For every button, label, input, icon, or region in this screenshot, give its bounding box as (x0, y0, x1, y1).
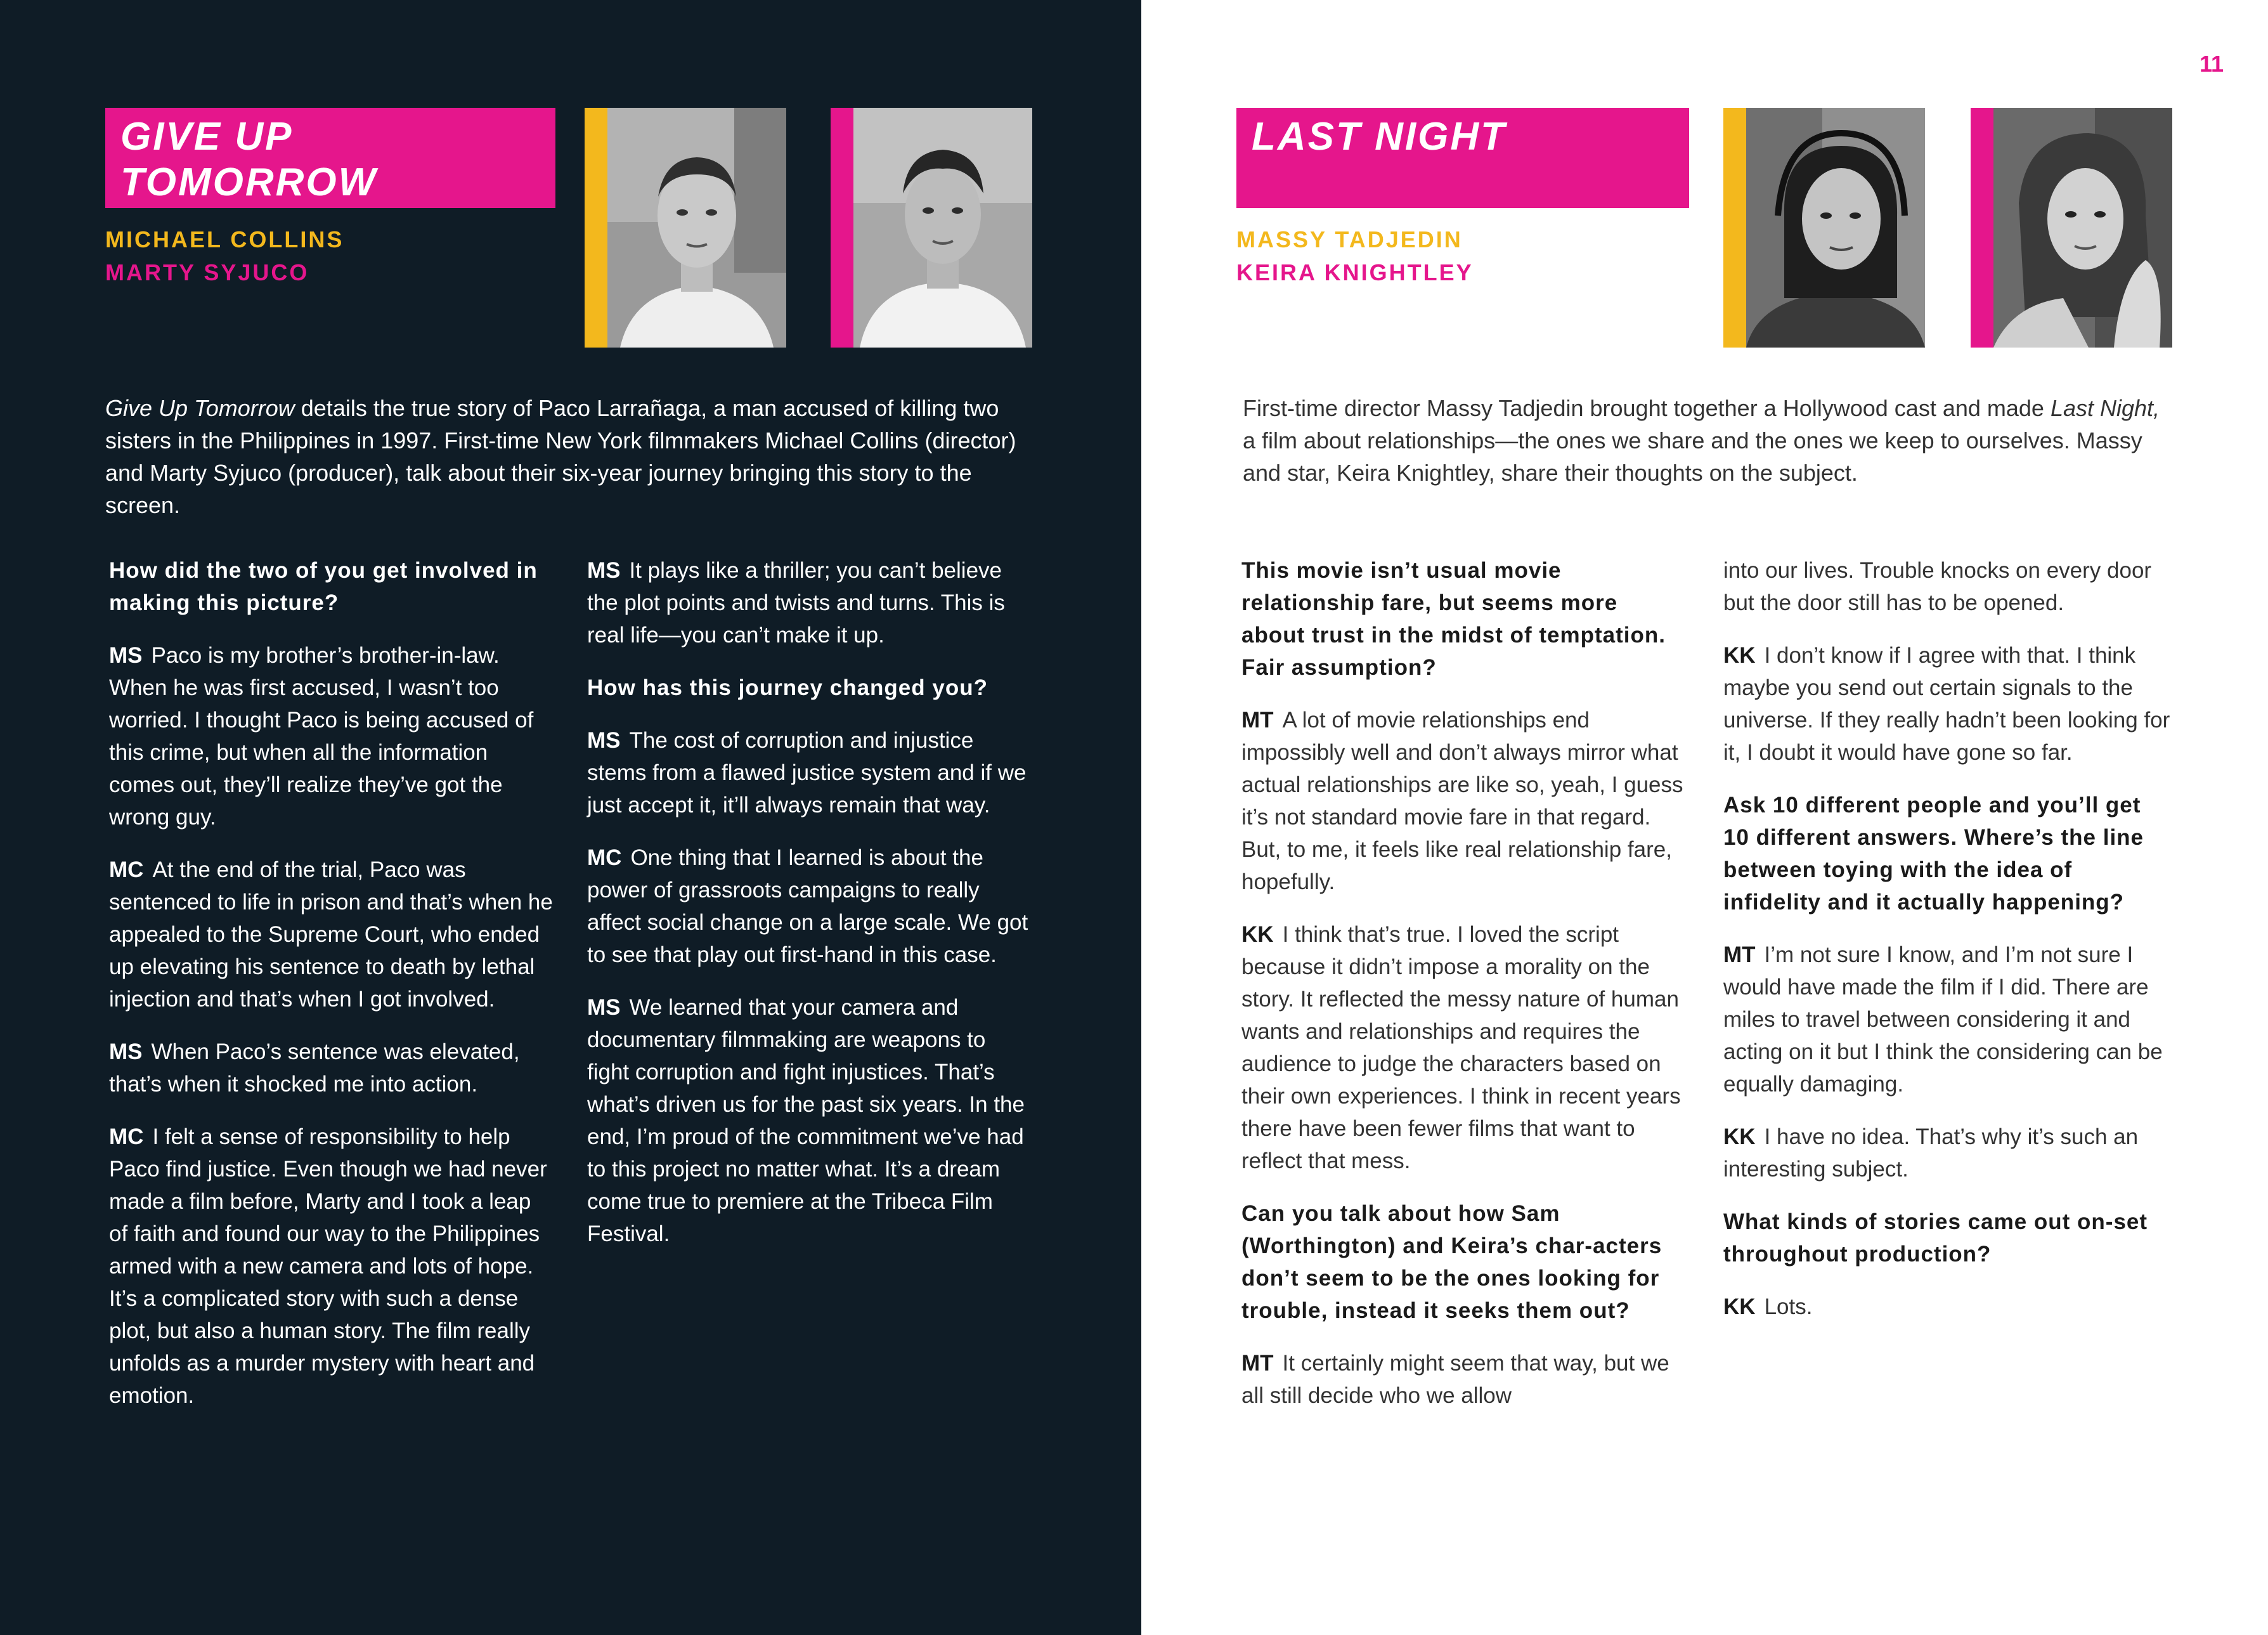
answer: MT It certainly might seem that way, but we all still decide who we allow (1241, 1351, 1669, 1408)
gold-stripe (585, 108, 607, 348)
answer: MS Paco is my brother’s brother-in-law. When he was first accused, I wasn’t too worried. I thought Paco is being accused of this crime, but when all the information comes out, they’ll realize they’ve got the wrong guy. (109, 643, 534, 830)
portrait-man-1-icon (607, 108, 786, 348)
answer: MC I felt a sense of responsibility to help Paco find justice. Even though we had never made a film before, Marty and I took a leap of faith and found our way to the Philippines armed with a new camera and lots of hope. It’s a complicated story with such a dense plot, but also a human story. The film really unfolds as a murder mystery with heart and emotion. (109, 1124, 547, 1408)
portrait-photo-marty-syjuco (853, 108, 1032, 348)
photo-massy-tadjedin (1723, 108, 1925, 348)
portrait-woman-1-icon (1746, 108, 1925, 348)
right-column-1 (1241, 554, 1685, 1432)
question: Can you talk about how Sam (Worthington) and Keira’s char-acters don’t seem to be the ones looking for trouble, instead it seeks them out? (1241, 1201, 1662, 1323)
filmmaker-names (1236, 223, 1474, 289)
answer: KK I have no idea. That’s why it’s such an interesting subject. (1723, 1124, 2139, 1182)
intro-text: details the true story of Paco Larrañaga, a man accused of killing two sisters in the Philippines in 1997. First-time New York filmmakers Michael Collins (director) and Marty Syjuco (producer), talk about their six-year journey bringing this story to the screen. (105, 395, 1016, 518)
left-column-2 (587, 554, 1031, 1270)
title-line-2: TOMORROW (120, 160, 378, 204)
answer: KK Lots. (1723, 1294, 1813, 1319)
give-up-tomorrow-title (105, 108, 555, 208)
answer: MT A lot of movie relationships end impossibly well and don’t always mirror what actual relationships are like so, yeah, I guess it’s not standard movie fare in that regard. But, to me, it feels like real relationship fare, hopefully. (1241, 708, 1683, 894)
name-massy-tadjedin: MASSY TADJEDIN (1236, 226, 1463, 252)
question: How did the two of you get involved in making this picture? (109, 558, 538, 615)
title-line-1: LAST NIGHT (1252, 115, 1507, 159)
photo-marty-syjuco (831, 108, 1032, 348)
name-marty-syjuco: MARTY SYJUCO (105, 259, 309, 285)
answer: MC One thing that I learned is about the power of grassroots campaigns to really affect social change on a large scale. We got to see that play out first-hand in this case. (587, 845, 1028, 967)
question: This movie isn’t usual movie relationship fare, but seems more about trust in the midst of temptation. Fair assumption? (1241, 558, 1666, 680)
answer: MS When Paco’s sentence was elevated, that’s when it shocked me into action. (109, 1039, 520, 1097)
answer: MS It plays like a thriller; you can’t believe the plot points and twists and turns. This is real life—you can’t make it up. (587, 558, 1005, 648)
gold-stripe (1723, 108, 1746, 348)
photo-keira-knightley (1971, 108, 2172, 348)
pink-stripe (831, 108, 853, 348)
answer-continued: into our lives. Trouble knocks on every door but the door still has to be opened. (1723, 558, 2152, 615)
question: Ask 10 different people and you’ll get 10 different answers. Where’s the line between toying with the idea of infidelity and it actually happening? (1723, 793, 2144, 915)
name-michael-collins: MICHAEL COLLINS (105, 226, 344, 252)
intro-film-title: Give Up Tomorrow (105, 395, 295, 421)
last-night-intro (1243, 392, 2168, 489)
title-line-1: GIVE UP (120, 115, 294, 159)
last-night-title (1236, 108, 1689, 208)
pink-stripe (1971, 108, 1993, 348)
answer: KK I don’t know if I agree with that. I think maybe you send out certain signals to the universe. If they really hadn’t been looking for it, I doubt it would have gone so far. (1723, 643, 2170, 765)
answer: MC At the end of the trial, Paco was sentenced to life in prison and that’s when he appealed to the Supreme Court, who ended up elevating his sentence to death by lethal injection and that’s when I got involved. (109, 857, 553, 1012)
portrait-man-2-icon (853, 108, 1032, 348)
filmmaker-names (105, 223, 344, 289)
question: What kinds of stories came out on-set throughout production? (1723, 1209, 2148, 1267)
name-keira-knightley: KEIRA KNIGHTLEY (1236, 259, 1474, 285)
intro-text-pre: First-time director Massy Tadjedin brought together a Hollywood cast and made (1243, 395, 2051, 421)
right-column-2 (1723, 554, 2174, 1343)
portrait-woman-2-icon (1993, 108, 2172, 348)
answer: MT I’m not sure I know, and I’m not sure I would have made the film if I did. There are miles to travel between considering it and acting on it but I think the considering can be equally damaging. (1723, 942, 2163, 1097)
intro-film-title: Last Night, (2050, 395, 2160, 421)
answer: MS We learned that your camera and documentary filmmaking are weapons to fight corruption and fight injustices. That’s what’s driven us for the past six years. In the end, I’m proud of the commitment we’ve had to this project no matter what. It’s a dream come true to premiere at the Tribeca Film Festival. (587, 995, 1025, 1246)
photo-michael-collins (585, 108, 786, 348)
give-up-tomorrow-intro (105, 392, 1031, 521)
answer: MS The cost of corruption and injustice stems from a flawed justice system and if we just accept it, it’ll always remain that way. (587, 728, 1027, 818)
portrait-photo-keira-knightley (1993, 108, 2172, 348)
answer: KK I think that’s true. I loved the script because it didn’t impose a morality on the story. It reflected the messy nature of human wants and relationships and requires the audience to judge the characters based on their own experiences. I think in recent years there have been fewer films that want to reflect that mess. (1241, 922, 1681, 1173)
portrait-photo-michael-collins (607, 108, 786, 348)
right-page (1141, 0, 2268, 1635)
question: How has this journey changed you? (587, 675, 988, 700)
intro-text: a film about relationships—the ones we share and the ones we keep to ourselves. Massy and star, Keira Knightley, share their thoughts on the subject. (1243, 427, 2142, 486)
portrait-photo-massy-tadjedin (1746, 108, 1925, 348)
page-number: 11 (2199, 51, 2224, 77)
left-column-1 (109, 554, 553, 1432)
